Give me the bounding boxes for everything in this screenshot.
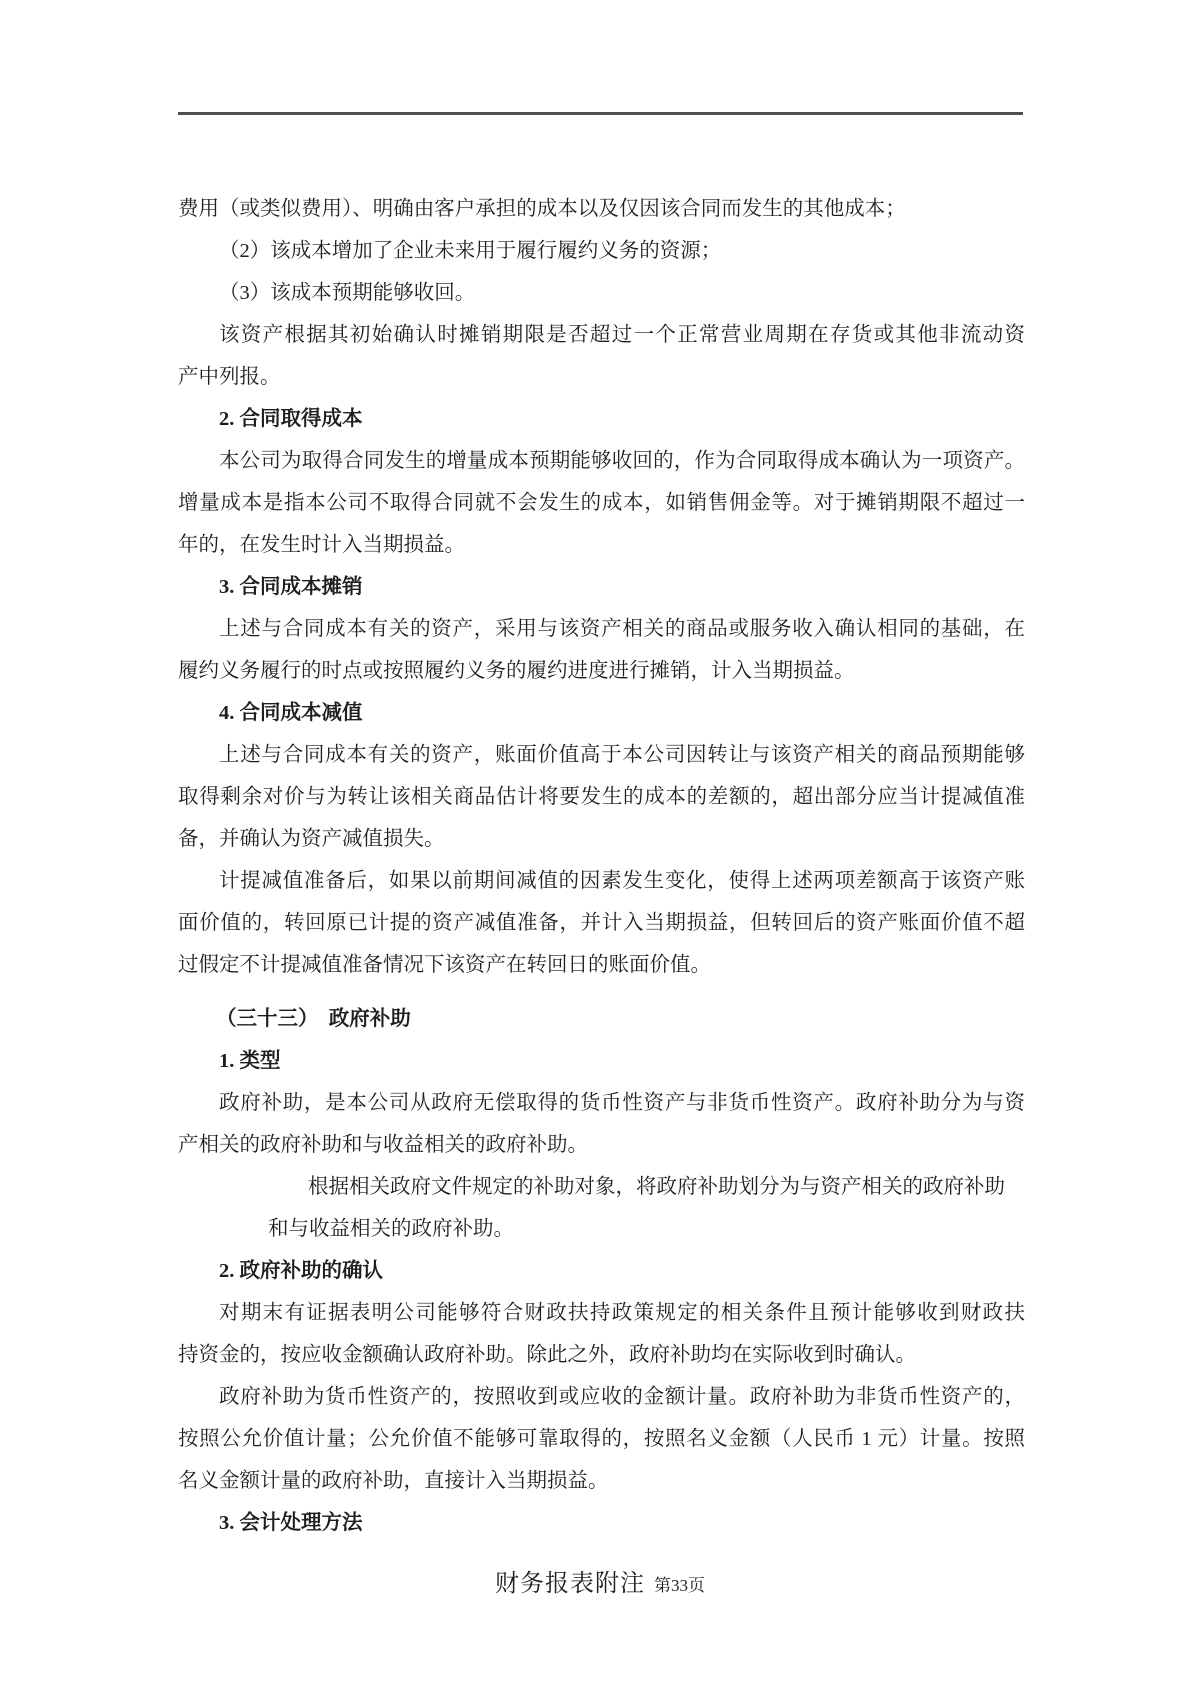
text-line: 过假定不计提减值准备情况下该资产在转回日的账面价值。 [178, 954, 711, 976]
text-line: 备，并确认为资产减值损失。 [178, 828, 445, 850]
heading-line: （三十三） 政府补助 [216, 1008, 411, 1030]
heading-line: 2. 政府补助的确认 [219, 1260, 383, 1282]
text-line: 本公司为取得合同发生的增量成本预期能够收回的，作为合同取得成本确认为一项资产。 [219, 450, 1025, 472]
page-footer [0, 1563, 1200, 1598]
text-line: 费用（或类似费用）、明确由客户承担的成本以及仅因该合同而发生的其他成本； [178, 198, 906, 220]
text-line: 产中列报。 [178, 366, 281, 388]
document-body [178, 188, 1025, 1544]
text-line: 面价值的，转回原已计提的资产减值准备，并计入当期损益，但转回后的资产账面价值不超 [178, 912, 1025, 934]
text-line: 对期末有证据表明公司能够符合财政扶持政策规定的相关条件且预计能够收到财政扶 [219, 1302, 1025, 1324]
text-line: （2）该成本增加了企业未来用于履行履约义务的资源； [219, 240, 722, 262]
text-line: 该资产根据其初始确认时摊销期限是否超过一个正常营业周期在存货或其他非流动资 [219, 324, 1025, 346]
text-line: 履约义务履行的时点或按照履约义务的履约进度进行摊销，计入当期损益。 [178, 660, 855, 682]
text-line: 政府补助，是本公司从政府无偿取得的货币性资产与非货币性资产。政府补助分为与资 [219, 1092, 1025, 1114]
text-line: 计提减值准备后，如果以前期间减值的因素发生变化，使得上述两项差额高于该资产账 [219, 870, 1025, 892]
text-line: 上述与合同成本有关的资产，账面价值高于本公司因转让与该资产相关的商品预期能够 [219, 744, 1025, 766]
text-line: 上述与合同成本有关的资产，采用与该资产相关的商品或服务收入确认相同的基础，在 [219, 618, 1025, 640]
header-rule [178, 112, 1023, 115]
text-line: 年的，在发生时计入当期损益。 [178, 534, 465, 556]
heading-line: 3. 会计处理方法 [219, 1512, 363, 1534]
text-line: 名义金额计量的政府补助，直接计入当期损益。 [178, 1470, 609, 1492]
text-line: 产相关的政府补助和与收益相关的政府补助。 [178, 1134, 588, 1156]
footer-title: 财务报表附注 [495, 1571, 645, 1597]
heading-line: 4. 合同成本减值 [219, 702, 363, 724]
text-line: 按照公允价值计量；公允价值不能够可靠取得的，按照名义金额（人民币 1 元）计量。按照 [178, 1428, 1025, 1450]
text-line: 根据相关政府文件规定的补助对象，将政府补助划分为与资产相关的政府补助 [308, 1176, 1005, 1198]
text-line: （3）该成本预期能够收回。 [219, 282, 476, 304]
text-line: 政府补助为货币性资产的，按照收到或应收的金额计量。政府补助为非货币性资产的， [219, 1386, 1025, 1408]
heading-line: 2. 合同取得成本 [219, 408, 363, 430]
text-line: 增量成本是指本公司不取得合同就不会发生的成本，如销售佣金等。对于摊销期限不超过一 [178, 492, 1025, 514]
heading-line: 3. 合同成本摊销 [219, 576, 363, 598]
footer-page-number: 第33页 [654, 1576, 705, 1595]
heading-line: 1. 类型 [219, 1050, 281, 1072]
text-line: 和与收益相关的政府补助。 [268, 1218, 514, 1240]
text-line: 取得剩余对价与为转让该相关商品估计将要发生的成本的差额的，超出部分应当计提减值准 [178, 786, 1025, 808]
text-line: 持资金的，按应收金额确认政府补助。除此之外，政府补助均在实际收到时确认。 [178, 1344, 916, 1366]
